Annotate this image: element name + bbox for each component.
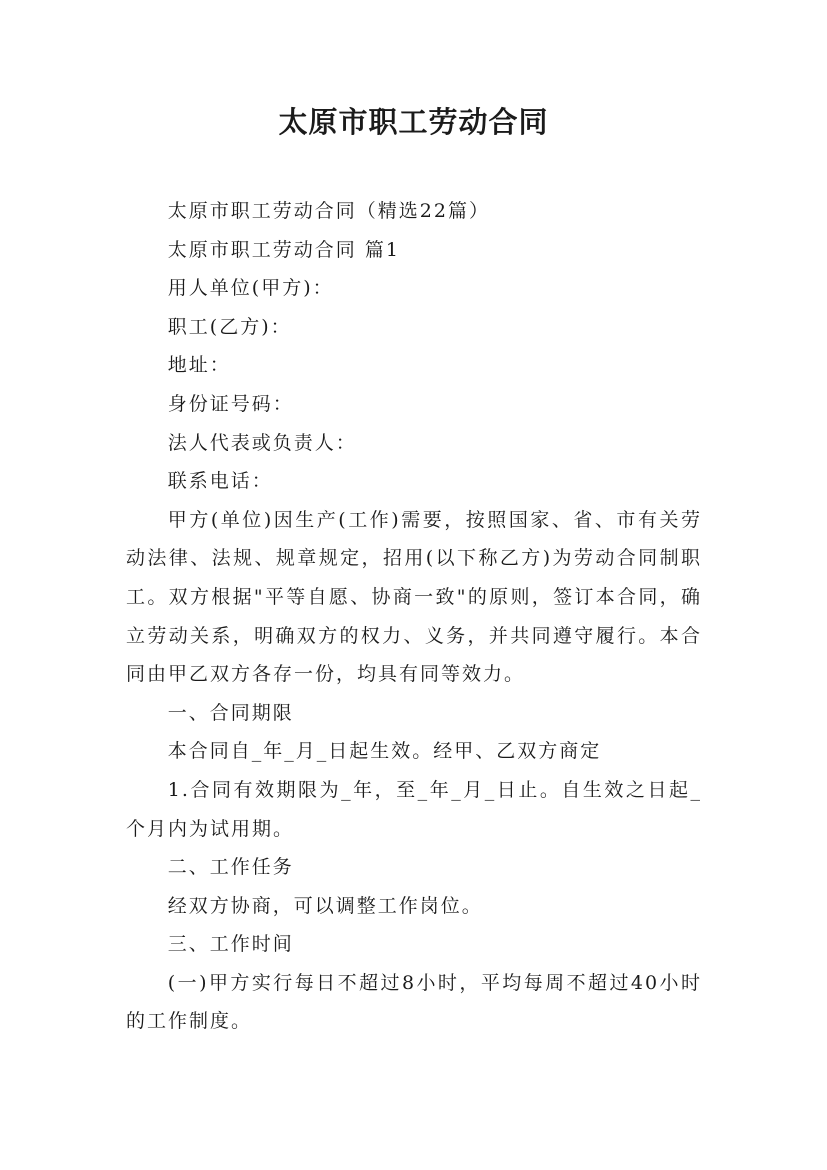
- paragraph-tasks: 经双方协商，可以调整工作岗位。: [167, 894, 483, 917]
- clause-heading-term: 一、合同期限: [167, 701, 294, 724]
- paragraph-term-length: 1.合同有效期限为_年，至_年_月_日止。自生效之日起_个月内为试用期。: [126, 778, 702, 840]
- field-id-number: 身份证号码：: [167, 392, 294, 415]
- field-employee: 职工(乙方)：: [167, 315, 292, 338]
- clause-heading-hours: 三、工作时间: [167, 933, 294, 956]
- paragraph-hours: (一)甲方实行每日不超过8小时，平均每周不超过40小时的工作制度。: [126, 971, 702, 1033]
- paragraph-heading: 太原市职工劳动合同（精选22篇）: [167, 200, 490, 222]
- field-phone: 联系电话：: [167, 470, 273, 493]
- paragraph-preamble: 甲方(单位)因生产(工作)需要，按照国家、省、市有关劳动法律、法规、规章规定，招用(以下称乙方)为劳动合同制职工。双方根据"平等自愿、协商一致"的原则，签订本合同，确立劳动关系，明确双方的权力、义务，并共同遵守履行。本合同由甲乙双方各存一份，均具有同等效力。: [126, 508, 702, 686]
- paragraph-effective-date: 本合同自_年_月_日起生效。经甲、乙双方商定: [167, 740, 602, 763]
- field-address: 地址：: [167, 354, 231, 377]
- paragraph-section-title: 太原市职工劳动合同 篇1: [167, 238, 400, 261]
- field-employer: 用人单位(甲方)：: [167, 277, 334, 300]
- field-legal-representative: 法人代表或负责人：: [167, 431, 357, 454]
- clause-heading-tasks: 二、工作任务: [167, 856, 294, 879]
- document-body: [126, 192, 702, 1041]
- document-title: 太原市职工劳动合同: [278, 105, 549, 139]
